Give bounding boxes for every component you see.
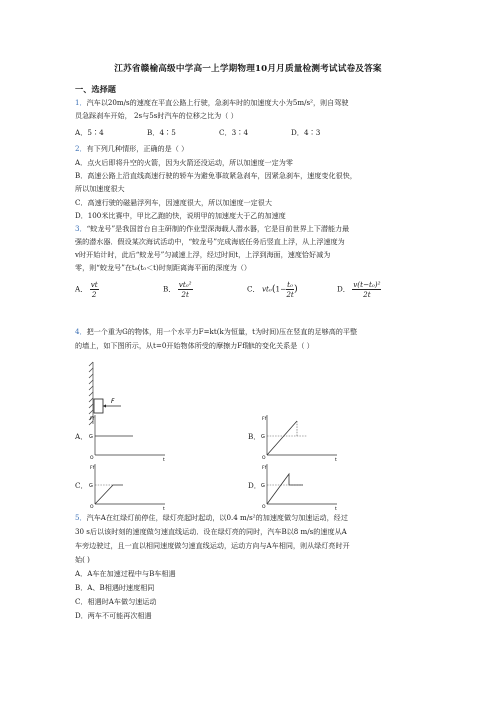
q3-option-c-one-minus: 1− <box>275 284 287 294</box>
g-label: G <box>261 434 265 440</box>
q1-stem-line1: 汽车以20m/s的速度在平直公路上行驶，急刹车时的加速度大小为5m/s²，则自驾驶 <box>86 98 349 107</box>
q4-stem-line1: 把一个重为G的物体，用一个水平力F=kt(k为恒量，t为时间)压在竖直的足够高的平整 <box>86 327 358 336</box>
q3-option-a-fraction <box>90 280 99 299</box>
axis-y-label: Ff <box>262 417 267 422</box>
q4-option-b-label: B． <box>248 432 261 441</box>
page-title: 江苏省赣榆高级中学高一上学期物理10月月质量检测考试试卷及答案 <box>114 64 382 74</box>
origin-label: O <box>90 456 94 461</box>
q3-option-b-fraction <box>178 280 193 299</box>
q2-option-d: D．100米比赛中，甲比乙跑的快，说明甲的加速度大于乙的加速度 <box>75 211 286 220</box>
q3-option-d-denominator: 2t <box>363 290 371 299</box>
axis-y-label: Ff <box>262 466 267 471</box>
q4-option-c-label: C． <box>75 481 88 490</box>
q3-stem-line2: 强的潜水器．假设某次海试活动中，“蛟龙号”完成海底任务后竖直上浮，从上浮速度为 <box>75 237 345 246</box>
q1-option-d: D．4∶3 <box>291 128 321 137</box>
axis-x-label: t <box>163 458 165 463</box>
axis-x-label: t <box>335 458 337 463</box>
q1-option-b: B．4∶5 <box>147 128 176 137</box>
q3-option-c-label: C． <box>247 284 260 294</box>
q4-option-a-label: A． <box>75 432 88 441</box>
q3-line1 <box>75 224 349 234</box>
q1-option-c: C．3∶4 <box>219 128 249 137</box>
origin-label: O <box>262 505 266 510</box>
q3-option-b-denominator: 2t <box>181 290 189 299</box>
q3-number: 3． <box>75 224 87 233</box>
axis-y-label: Ff <box>90 466 95 471</box>
block <box>94 399 103 413</box>
q2-option-b-line1: B．高速公路上沿直线高速行驶的轿车为避免事故紧急刹车，因紧急刹车，速度变化很快， <box>75 171 357 180</box>
g-label: G <box>89 434 93 440</box>
q1-stem-line2: 员急踩刹车开始， 2s与5s时汽车的位移之比为（ ） <box>75 111 238 120</box>
q5-option-b: B．A、B相遇时速度相同 <box>75 583 155 592</box>
q4-stem-line2: 的墙上，如下图所示，从t=0开始物体所受的摩擦力Ff随t的变化关系是（ ） <box>75 341 314 350</box>
q4-graph-b <box>261 413 341 463</box>
g-label: G <box>89 483 93 489</box>
q3-option-b-numerator: vt₀² <box>178 280 192 289</box>
axis-x-label: t <box>335 507 337 512</box>
q1-number: 1． <box>75 98 87 107</box>
q3-option-c: C． vt₀(1− $\frac{\text{t₀}}{2t}$ ) <box>247 280 298 299</box>
origin-label: O <box>262 456 266 461</box>
section-heading: 一、选择题 <box>75 84 116 94</box>
q3-option-c-fraction <box>286 280 294 299</box>
q4-number: 4． <box>75 327 87 336</box>
q3-option-c-numerator: t₀ <box>287 280 293 289</box>
q4-graph-a <box>89 413 169 463</box>
graph-line <box>95 485 123 504</box>
q5-option-d: D．两车不可能再次相遇 <box>75 611 152 620</box>
q3-option-a <box>75 280 99 299</box>
q2-option-a: A．点火后即将升空的火箭，因为火箭还没运动，所以加速度一定为零 <box>75 158 293 167</box>
q5-stem-line1: 汽车A在红绿灯前停住，绿灯亮起时起动，以0.4 m/s²的加速度做匀加速运动，经过 <box>86 513 348 522</box>
force-arrow-head <box>103 404 106 407</box>
graph-line <box>267 474 303 504</box>
q3-option-b <box>163 280 193 299</box>
q4-graph-d <box>261 462 341 512</box>
q4-line1 <box>75 327 357 337</box>
q5-stem-line4: 始( ) <box>75 555 90 564</box>
q5-line1 <box>75 513 348 523</box>
q5-option-c: C．相遇时A车做匀速运动 <box>75 597 157 606</box>
q2-option-b-line2: 所以加速度很大 <box>75 184 125 193</box>
q3-option-a-label: A． <box>75 284 88 294</box>
graph-line <box>267 421 297 455</box>
q4-graph-c <box>89 462 169 512</box>
q1-line1 <box>75 98 348 108</box>
q3-option-d <box>337 280 381 299</box>
q3-stem-line4: 零，则“蛟龙号”在t₀(t₀＜t)时刻距离海平面的深度为（） <box>75 263 251 272</box>
q3-option-a-denominator: 2 <box>91 290 97 299</box>
q3-stem-line3: v时开始计时，此后“蛟龙号”匀减速上浮，经过时间t，上浮到海面，速度恰好减为 <box>75 250 331 259</box>
q5-number: 5． <box>75 513 87 522</box>
q2-stem: 有下列几种情形，正确的是（ ） <box>86 144 189 153</box>
q3-option-d-label: D． <box>337 284 350 294</box>
force-label: F <box>111 398 115 405</box>
q5-stem-line3: 车旁边驶过，且一直以相同速度做匀速直线运动，运动方向与A车相同，则从绿灯亮时开 <box>75 541 350 550</box>
q2-line1 <box>75 144 188 154</box>
q3-option-c-denominator: 2t <box>286 290 294 299</box>
q3-option-a-numerator: vt <box>90 280 98 289</box>
q1-option-a: A．5∶4 <box>75 128 104 137</box>
axis-y-label: Ff <box>90 417 95 422</box>
axis-x-label: t <box>163 507 165 512</box>
origin-label: O <box>90 505 94 510</box>
q5-stem-line2: 30 s后以该时刻的速度做匀速直线运动．设在绿灯亮的同时，汽车B以8 m/s的速度从A <box>75 527 347 536</box>
q2-number: 2． <box>75 144 87 153</box>
q5-option-a: A．A车在加速过程中与B车相遇 <box>75 569 176 578</box>
q2-option-c: C．高速行驶的磁悬浮列车，因速度很大，所以加速度一定很大 <box>75 198 272 207</box>
q4-option-d-label: D． <box>248 481 261 490</box>
q3-option-d-numerator: v(t−t₀)² <box>353 280 381 289</box>
g-label: G <box>261 483 265 489</box>
q3-stem-line1: “蛟龙号”是我国首台自主研制的作业型深海载人潜水器，它是目前世界上下潜能力最 <box>86 224 350 233</box>
q3-option-c-prefix: vt₀ <box>261 284 272 294</box>
q3-option-d-fraction <box>352 280 381 299</box>
q3-option-b-label: B． <box>163 284 176 294</box>
